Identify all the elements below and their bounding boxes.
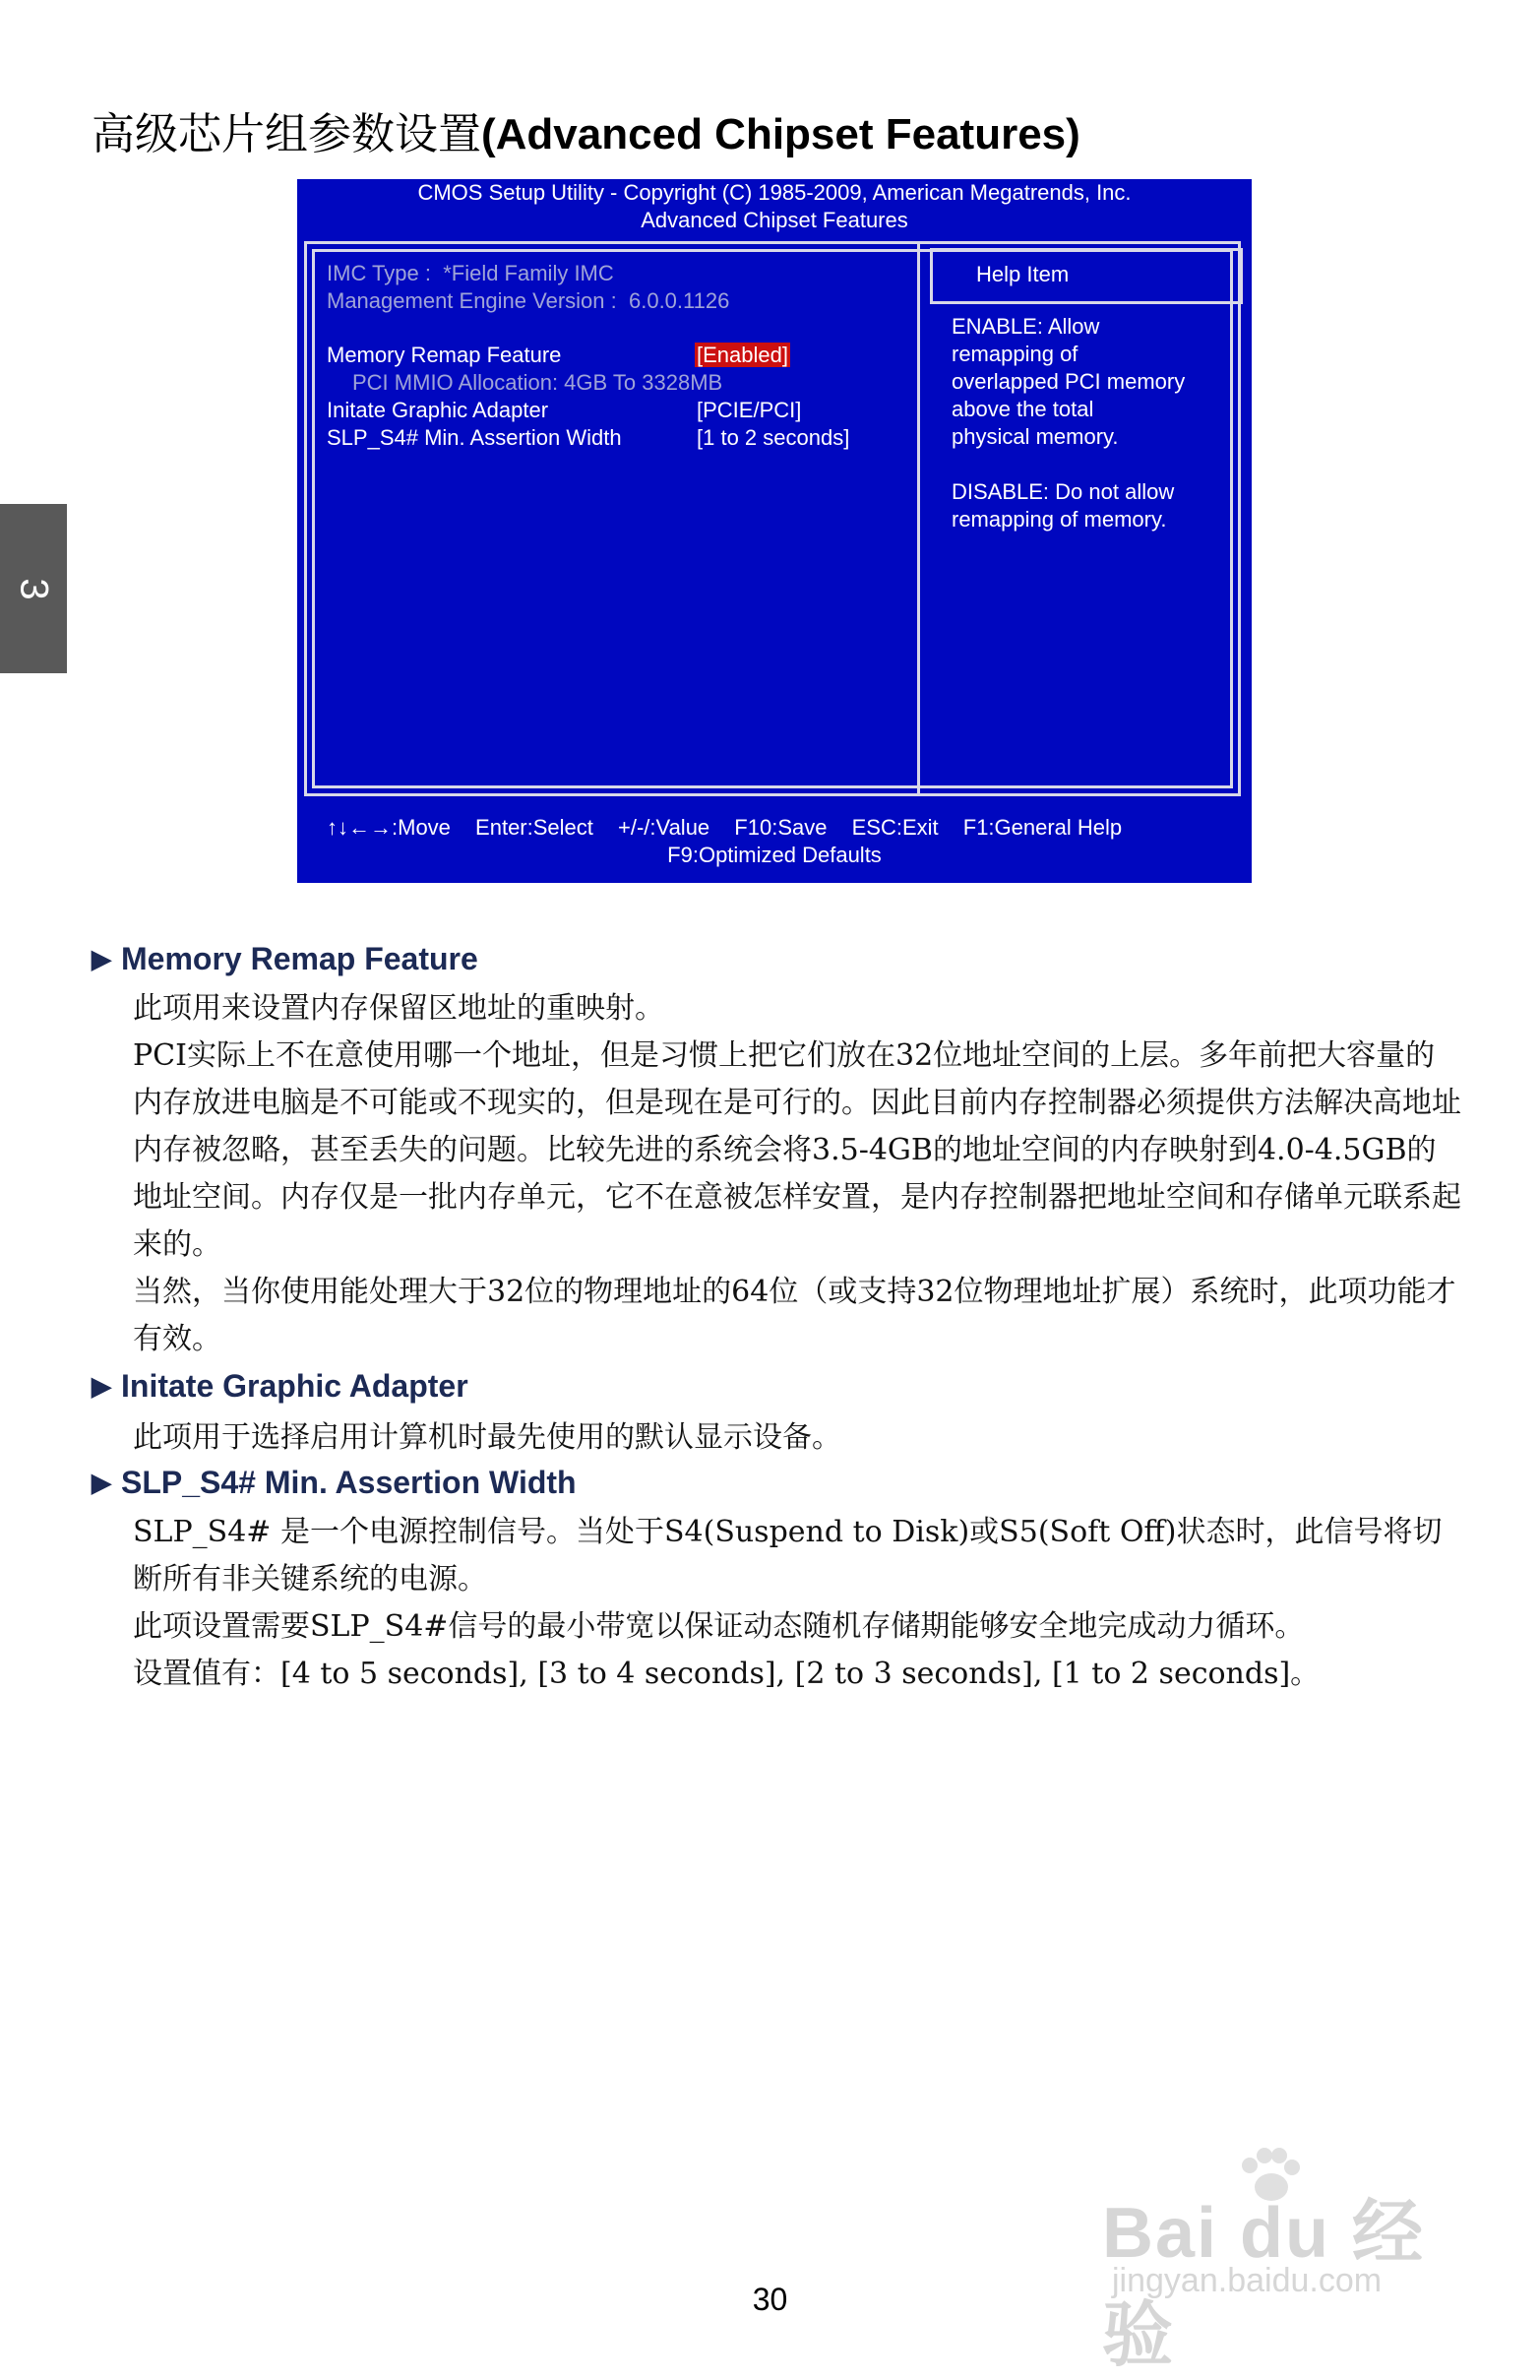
setting-slp-s4-value[interactable]: [1 to 2 seconds]	[697, 425, 850, 450]
section-heading-memory-remap: ▶ Memory Remap Feature	[92, 941, 478, 976]
pci-mmio-allocation: PCI MMIO Allocation: 4GB To 3328MB	[352, 370, 723, 395]
triangle-bullet-icon: ▶	[92, 944, 111, 973]
help-text: ENABLE: Allow remapping of overlapped PCI memory above the total physical memory. DISABLE: Do not allow remapping of memory.	[952, 314, 1186, 532]
triangle-bullet-icon: ▶	[92, 1371, 111, 1401]
paragraph: SLP_S4# 是一个电源控制信号。当处于S4(Suspend to Disk)或S5(Soft Off)状态时，此信号将切断所有非关键系统的电源。	[133, 1515, 1443, 1597]
imc-type-row: IMC Type : *Field Family IMC	[327, 261, 614, 285]
footer-exit: ESC:Exit	[851, 815, 939, 840]
setting-graphic-adapter-value[interactable]: [PCIE/PCI]	[697, 398, 802, 422]
setting-slp-s4-label[interactable]: SLP_S4# Min. Assertion Width	[327, 425, 622, 450]
footer-move: ↑↓←→:Move	[327, 815, 451, 840]
triangle-bullet-icon: ▶	[92, 1468, 111, 1497]
chapter-tab: 3	[0, 504, 67, 673]
paragraph: 此项用于选择启用计算机时最先使用的默认显示设备。	[133, 1420, 841, 1455]
paragraph: 此项用来设置内存保留区地址的重映射。	[133, 991, 664, 1026]
footer-defaults: F9:Optimized Defaults	[667, 843, 882, 867]
setting-memory-remap-label[interactable]: Memory Remap Feature	[327, 343, 562, 367]
footer-value: +/-/:Value	[618, 815, 710, 840]
paragraph: PCI实际上不在意使用哪一个地址，但是习惯上把它们放在32位地址空间的上层。多年前把大容量的内存放进电脑是不可能或不现实的，但是现在是可行的。因此目前内存控制器必须提供方法解决高地址内存被忽略，甚至丢失的问题。比较先进的系统会将3.5-4GB的地址空间的内存映射到4.0-4.5GB的地址空间。内存仅是一批内存单元，它不在意被怎样安置，是内存控制器把地址空间和存储单元联系起来的。	[133, 1038, 1461, 1262]
page-title: 高级芯片组参数设置(Advanced Chipset Features)	[92, 109, 1080, 159]
setting-memory-remap-value[interactable]: [Enabled]	[697, 343, 788, 367]
help-title: Help Item	[976, 262, 1070, 286]
bios-header: CMOS Setup Utility - Copyright (C) 1985-2009, American Megatrends, Inc. Advanced Chipset Features	[417, 180, 1132, 232]
footer-help: F1:General Help	[962, 815, 1123, 840]
setting-graphic-adapter-label[interactable]: Initate Graphic Adapter	[327, 398, 549, 422]
section-heading-graphic-adapter: ▶ Initate Graphic Adapter	[92, 1368, 468, 1404]
footer-select: Enter:Select	[475, 815, 593, 840]
paragraph: 此项设置需要SLP_S4#信号的最小带宽以保证动态随机存储期能够安全地完成动力循环。	[133, 1609, 1305, 1644]
paragraph: 设置值有：[4 to 5 seconds], [3 to 4 seconds], [2 to 3 seconds], [1 to 2 seconds]。	[133, 1657, 1321, 1691]
section-heading-slp-s4: ▶ SLP_S4# Min. Assertion Width	[92, 1465, 577, 1500]
paragraph: 当然，当你使用能处理大于32位的物理地址的64位（或支持32位物理地址扩展）系统时，此项功能才有效。	[133, 1275, 1456, 1356]
watermark: Bai du 经验 jingyan.baidu.com	[1102, 2146, 1466, 2313]
me-version-row: Management Engine Version : 6.0.0.1126	[327, 288, 730, 313]
page-number: 30	[752, 2282, 788, 2317]
bios-screenshot	[297, 179, 1252, 883]
bios-divider	[917, 241, 920, 796]
footer-save: F10:Save	[734, 815, 828, 840]
